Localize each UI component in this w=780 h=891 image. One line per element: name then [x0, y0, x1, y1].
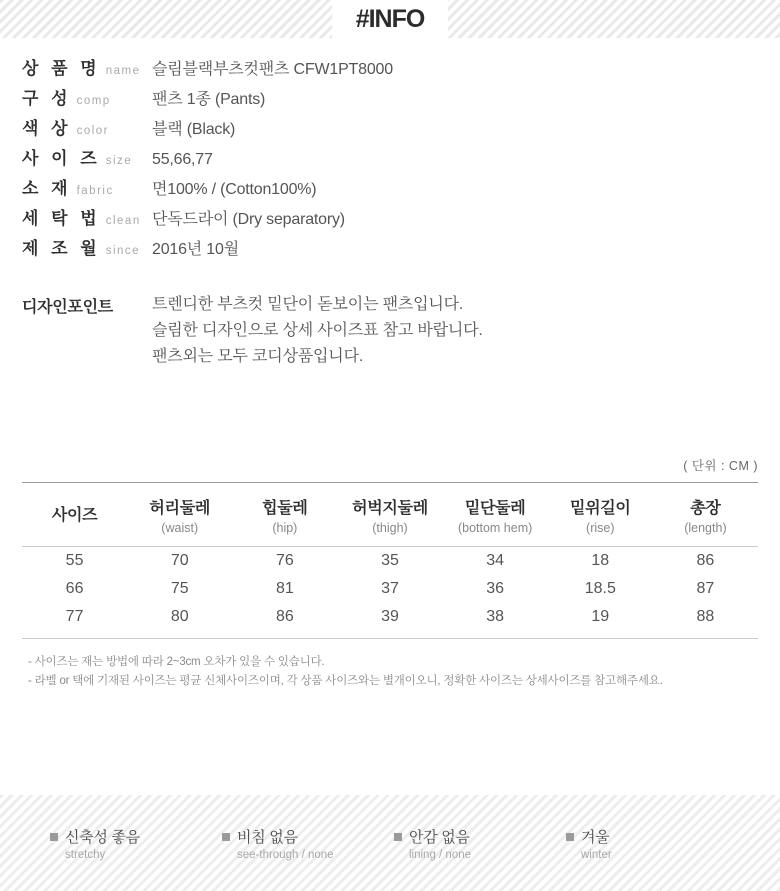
spec-row: [22, 234, 780, 264]
fabric-attributes-list: [0, 826, 780, 861]
spec-label: [22, 204, 152, 229]
spec-value: 55,66,77: [152, 151, 213, 168]
spec-value: 블랙 (Black): [152, 121, 236, 138]
table-cell: 77: [65, 608, 84, 625]
spec-label: [22, 84, 152, 109]
attribute-text: [581, 826, 612, 861]
size-note-line: - 라벨 or 택에 기재된 사이즈는 평균 신체사이즈이며, 각 상품 사이즈와는 별개이오니, 정확한 사이즈는 상세사이즈를 참고해주세요.: [28, 675, 663, 687]
spec-label-en: fabric: [76, 185, 114, 197]
table-cell: 19: [591, 608, 610, 625]
spec-label-en: clean: [105, 215, 141, 227]
size-table-header-cell: [127, 483, 232, 547]
table-cell: 36: [486, 580, 505, 597]
design-point-line: 트렌디한 부츠컷 밑단이 돋보이는 팬츠입니다.: [152, 296, 464, 313]
table-cell: 37: [381, 580, 399, 597]
spec-value: 2016년 10월: [152, 241, 239, 258]
table-cell: 38: [486, 608, 505, 625]
table-cell: 55: [65, 552, 84, 569]
header-ko: 허리둘레: [149, 500, 211, 517]
size-table-header-cell: [22, 483, 127, 547]
header-en: (waist): [161, 521, 199, 535]
design-point-line: 슬림한 디자인으로 상세 사이즈표 참고 바랍니다.: [152, 322, 483, 339]
table-cell: 88: [696, 608, 715, 625]
table-cell: 35: [381, 552, 399, 569]
spec-row: [22, 174, 780, 204]
spec-label-en: size: [105, 155, 133, 167]
spec-row: [22, 84, 780, 114]
spec-label-ko: 세 탁 법: [22, 209, 101, 228]
header-en: (bottom hem): [457, 521, 533, 535]
spec-value: 슬림블랙부츠컷팬츠 CFW1PT8000: [152, 61, 393, 78]
table-row: [22, 575, 758, 603]
square-bullet-icon: [394, 833, 402, 841]
header-ko: 힙둘레: [262, 500, 308, 517]
size-table-block: [22, 456, 758, 639]
size-table-header-cell: [337, 483, 442, 547]
spec-value: 팬츠 1종 (Pants): [152, 91, 266, 108]
attribute-item: [566, 826, 738, 861]
table-cell: 87: [696, 580, 715, 597]
spec-label-ko: 제 조 월: [22, 239, 101, 258]
spec-row: [22, 204, 780, 234]
table-cell: 76: [275, 552, 294, 569]
header-en: (length): [684, 521, 727, 535]
info-header-band: [0, 0, 780, 38]
size-table-header-cell: [232, 483, 337, 547]
header-en: (thigh): [372, 521, 408, 535]
size-table-header-cell: [653, 483, 758, 547]
spec-label-ko: 소 재: [22, 179, 72, 198]
table-cell: 86: [696, 552, 715, 569]
square-bullet-icon: [222, 833, 230, 841]
design-point-line: 팬츠외는 모두 코디상품입니다.: [152, 348, 364, 365]
spec-label-ko: 사 이 즈: [22, 149, 101, 168]
size-table-header-cell: [548, 483, 653, 547]
page-title: #INFO: [332, 0, 449, 38]
size-note-line: - 사이즈는 재는 방법에 따라 2~3cm 오차가 있을 수 있습니다.: [28, 656, 325, 668]
table-cell: 86: [275, 608, 294, 625]
size-table-head: [22, 483, 758, 547]
spec-label-en: comp: [76, 95, 111, 107]
design-point-label: 디자인포인트: [22, 299, 113, 316]
square-bullet-icon: [50, 833, 58, 841]
fabric-attributes-band: [0, 795, 780, 891]
attribute-text: [237, 826, 334, 861]
header-en: (rise): [586, 521, 615, 535]
size-notes: [28, 653, 758, 691]
table-row: [22, 603, 758, 638]
spec-label-ko: 색 상: [22, 119, 72, 138]
table-cell: 66: [65, 580, 84, 597]
spec-row: [22, 114, 780, 144]
attribute-label-ko: 비침 없음: [237, 828, 298, 846]
spec-row: [22, 54, 780, 84]
size-table-header-cell: [443, 483, 548, 547]
design-point-block: [22, 292, 780, 370]
product-spec-list: [0, 38, 780, 264]
spec-value: 단독드라이 (Dry separatory): [152, 211, 345, 228]
header-ko: 총장: [690, 500, 721, 517]
attribute-label-en: winter: [581, 848, 612, 861]
attribute-label-ko: 안감 없음: [409, 828, 470, 846]
size-table-body: [22, 547, 758, 639]
table-cell: 70: [170, 552, 189, 569]
spec-label: [22, 174, 152, 199]
spec-label: [22, 54, 152, 79]
table-cell: 39: [381, 608, 399, 625]
spec-value: 면100% / (Cotton100%): [152, 181, 317, 198]
size-table: [22, 482, 758, 638]
spec-label: [22, 234, 152, 259]
attribute-item: [50, 826, 222, 861]
spec-label: [22, 144, 152, 169]
table-row: [22, 547, 758, 576]
attribute-item: [222, 826, 394, 861]
size-unit-note: ( 단위 : CM ): [683, 459, 758, 473]
table-cell: 75: [170, 580, 189, 597]
table-cell: 18: [591, 552, 610, 569]
attribute-item: [394, 826, 566, 861]
spec-label-en: name: [105, 65, 141, 77]
table-cell: 34: [486, 552, 505, 569]
table-cell: 18.5: [584, 580, 616, 597]
spec-label-ko: 상 품 명: [22, 59, 101, 78]
table-bottom-divider: [22, 638, 758, 639]
size-table-header-row: [22, 483, 758, 547]
attribute-label-en: lining / none: [409, 848, 472, 861]
attribute-text: [65, 826, 140, 861]
attribute-label-en: see-through / none: [237, 848, 334, 861]
attribute-text: [409, 826, 471, 861]
spec-label: [22, 114, 152, 139]
header-ko: 밑단둘레: [464, 500, 526, 517]
attribute-label-en: stretchy: [65, 848, 106, 861]
header-en: (hip): [272, 521, 298, 535]
attribute-label-ko: 겨울: [581, 828, 610, 846]
spec-label-en: since: [105, 245, 141, 257]
spec-row: [22, 144, 780, 174]
spec-label-en: color: [76, 125, 110, 137]
attribute-label-ko: 신축성 좋음: [65, 828, 140, 846]
design-point-lines: [152, 292, 483, 370]
table-cell: 80: [170, 608, 189, 625]
header-ko: 허벅지둘레: [352, 500, 428, 517]
header-ko: 밑위길이: [569, 500, 631, 517]
spec-label-ko: 구 성: [22, 89, 72, 108]
header-ko: 사이즈: [51, 507, 98, 524]
table-cell: 81: [275, 580, 294, 597]
square-bullet-icon: [566, 833, 574, 841]
